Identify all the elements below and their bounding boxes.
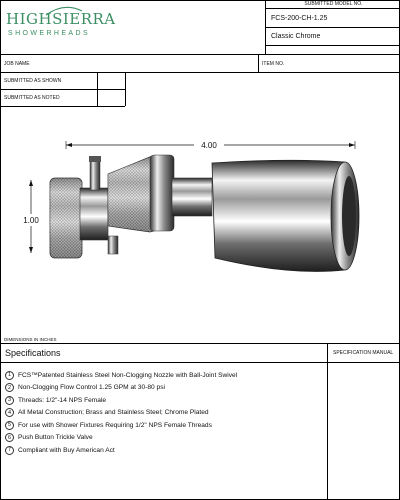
spec-text: Push Button Trickle Valve xyxy=(18,434,93,442)
spec-item xyxy=(5,382,325,395)
spec-item xyxy=(5,419,325,432)
spec-item xyxy=(5,407,325,420)
spec-number-badge: 1 xyxy=(5,371,14,380)
spec-item xyxy=(5,432,325,445)
submitted-as-shown-label: SUBMITTED AS SHOWN xyxy=(4,78,62,84)
specifications-list xyxy=(5,369,325,457)
rule xyxy=(327,343,328,500)
length-dimension: 4.00 xyxy=(201,141,217,150)
showerhead-illustration xyxy=(50,155,359,272)
specification-manual-caption: SPECIFICATION MANUAL xyxy=(333,350,394,356)
brand-name: HIGHSIERRA xyxy=(6,10,116,28)
rule xyxy=(0,106,125,107)
spec-number-badge: 3 xyxy=(5,396,14,405)
spec-text: Threads: 1/2"-14 NPS Female xyxy=(18,396,107,404)
model-number: FCS-200-CH-1.25 xyxy=(266,9,400,28)
rule xyxy=(97,72,98,106)
product-drawing xyxy=(0,108,400,338)
submitted-model-box xyxy=(265,0,400,54)
dimensions-note: DIMENSIONS IN INCHES xyxy=(4,337,57,342)
rule xyxy=(0,362,400,363)
rule xyxy=(0,343,400,344)
spec-item xyxy=(5,444,325,457)
spec-item xyxy=(5,369,325,382)
spec-item xyxy=(5,394,325,407)
spec-text: For use with Shower Fixtures Requiring 1/2" NPS Female Threads xyxy=(18,421,212,429)
brand-logo xyxy=(6,6,126,46)
spec-number-badge: 5 xyxy=(5,421,14,430)
specifications-title: Specifications xyxy=(5,348,61,358)
rule xyxy=(258,54,259,72)
finish-name: Classic Chrome xyxy=(266,28,400,46)
job-name-label: JOB NAME xyxy=(4,61,30,67)
spec-number-badge: 2 xyxy=(5,383,14,392)
spec-number-badge: 4 xyxy=(5,408,14,417)
submitted-model-caption: SUBMITTED MODEL NO. xyxy=(266,0,400,9)
rule xyxy=(125,72,126,106)
spec-text: FCS™Patented Stainless Steel Non-Clogging Nozzle with Ball-Joint Swivel xyxy=(18,371,238,379)
brand-tagline: SHOWERHEADS xyxy=(8,30,91,37)
item-no-label: ITEM NO. xyxy=(262,61,285,67)
spec-text: Compliant with Buy American Act xyxy=(18,446,115,454)
rule xyxy=(0,54,400,55)
spec-number-badge: 6 xyxy=(5,433,14,442)
rule xyxy=(0,72,400,73)
rule xyxy=(0,89,125,90)
spec-text: All Metal Construction; Brass and Stainless Steel; Chrome Plated xyxy=(18,409,209,417)
spec-number-badge: 7 xyxy=(5,446,14,455)
submitted-as-noted-label: SUBMITTED AS NOTED xyxy=(4,95,60,101)
height-dimension: 1.00 xyxy=(23,216,39,225)
spec-text: Non-Clogging Flow Control 1.25 GPM at 30-80 psi xyxy=(18,384,165,392)
